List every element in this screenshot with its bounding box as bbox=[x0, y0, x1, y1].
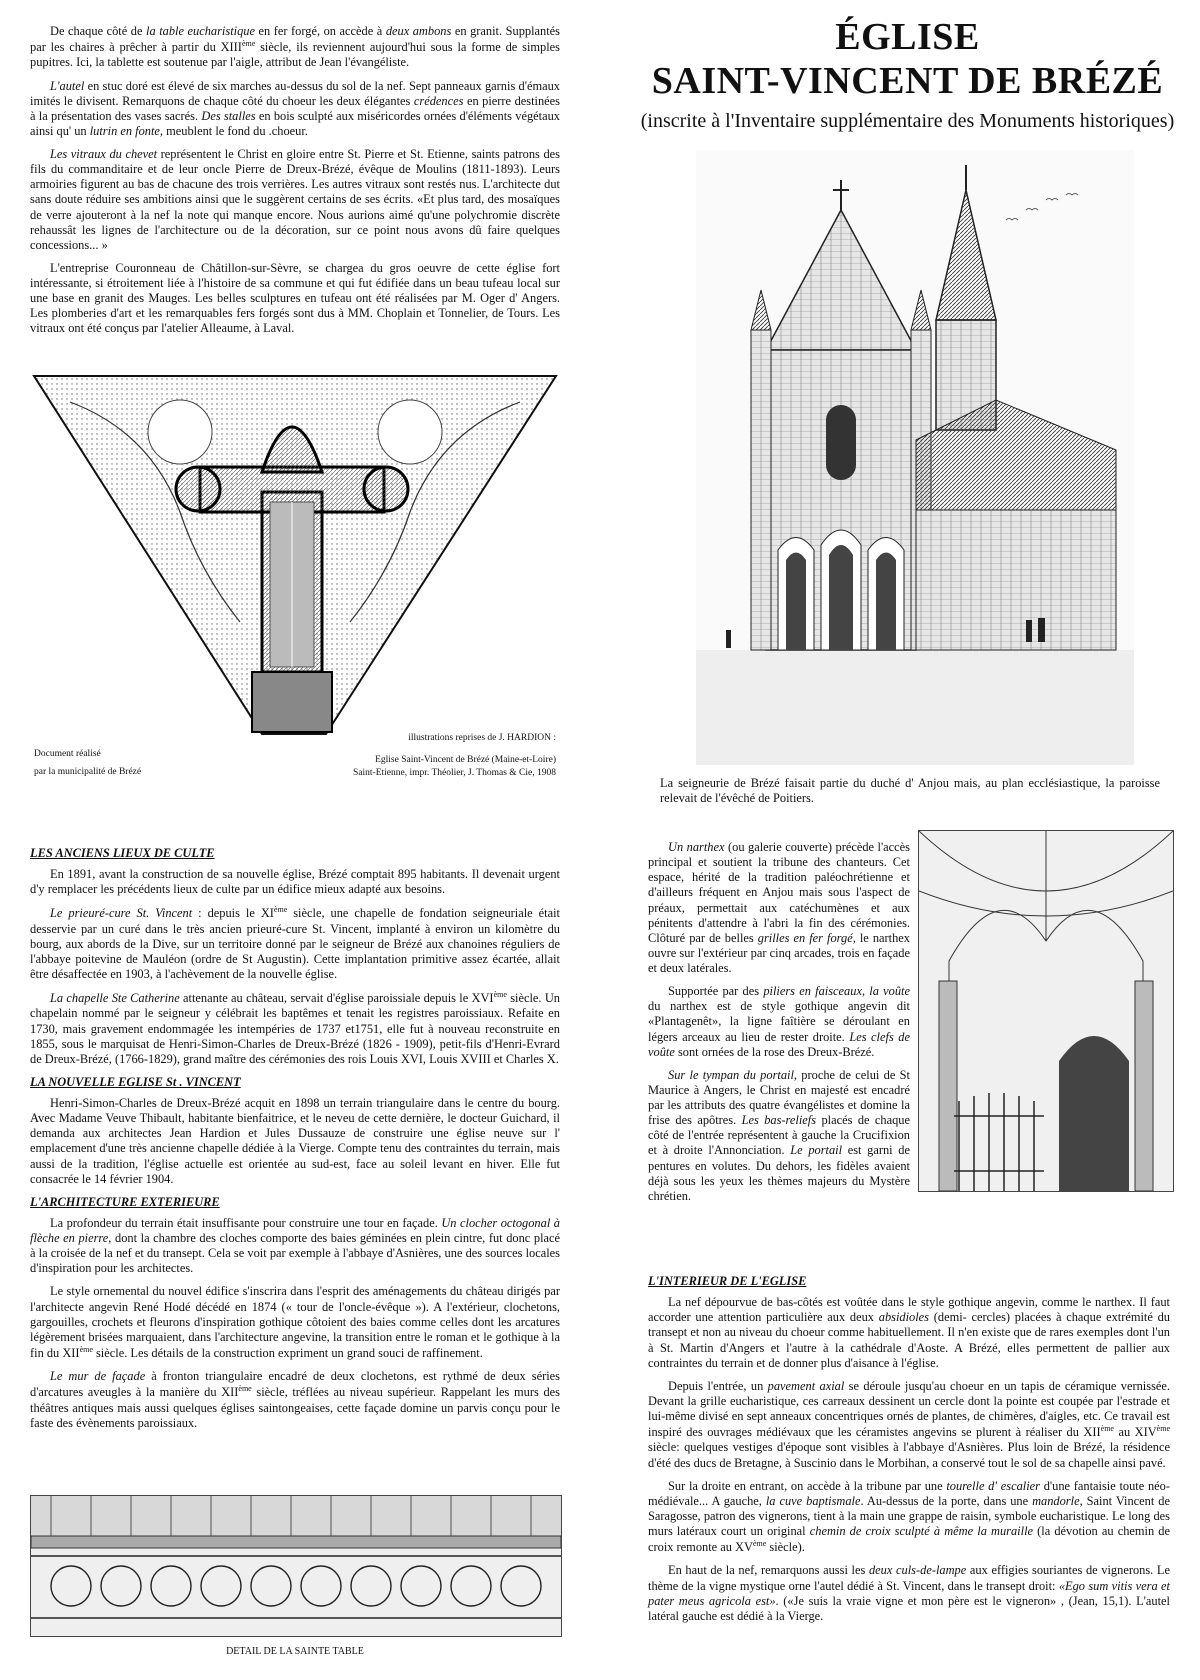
architecture-paragraph-1: La profondeur du terrain était insuffisante pour construire une tour en façade. Un clocher octogonal à flèche en pierre, dont la chambre des cloches comporte des baies géminées en plein cintre, fut donc placé à la croisée de la nef et du transept. Cela se voit par exemple à l'abbaye d'Asnières, une des sources locales d'inspiration pour les architectes. bbox=[30, 1215, 561, 1276]
heading-anciens-lieux: LES ANCIENS LIEUX DE CULTE bbox=[30, 846, 215, 860]
heading-architecture: L'ARCHITECTURE EXTERIEURE bbox=[30, 1194, 220, 1209]
anciens-paragraph-1: En 1891, avant la construction de sa nouvelle église, Brézé comptait 895 habitants. Il devenait urgent d'y remplacer les précédents lieux de culte par un édifice mieux adapté aux besoins. bbox=[30, 867, 560, 897]
interieur-paragraph-2: Depuis l'entrée, un pavement axial se déroule jusqu'au choeur en un tapis de céramique vernissée. Devant la grille eucharistique, ces carreaux dessinent un cercle dont la pointe est coupée par l'estrade et lui-même divisé en sept anneaux concentriques ornés de plantes, de chimères, d'aigles, etc. Ce travail est inspiré des ouvrages médiévaux que les céramistes angevins se plurent à réaliser du XIIème au XIVème siècle: quelques vestiges d'époque sont visibles à l'abbaye d'Asnières. Plus loin de Brézé, la résidence d'été des ducs de Bretagne, à Suscinio dans le Morbihan, a conservé tout le sol de sa chapelle ainsi pavé. bbox=[648, 1378, 1170, 1470]
plan-credit-right: illustrations reprises de J. HARDION : Eglise Saint-Vincent de Brézé (Maine-et-Loire) Saint-Etienne, impr. Théolier, J. Thomas & Cie, 1908 bbox=[353, 733, 556, 778]
intro-text bbox=[30, 24, 560, 345]
nouvelle-paragraph-1: Henri-Simon-Charles de Dreux-Brézé acquit en 1898 un terrain triangulaire dans le centre du bourg. Avec Madame Veuve Thibault, habitante bienfaitrice, et le neveu de cette dernière, le docteur Guichard, il demanda aux architectes Jean Hardion et Jules Dussauze de construire une église neuve sur l' emplacement d'une très ancienne chapelle dédiée à la Vierge. Compte tenu des contraintes du terrain, mais aussi de la tradition, l'église actuelle est orientée au sud-est, face au soleil levant en hiver. Elle fut consacrée le 14 février 1904. bbox=[30, 1096, 560, 1186]
plan-credit-left: Document réalisé par la municipalité de Brézé bbox=[34, 749, 142, 778]
church-engraving bbox=[696, 150, 1134, 765]
narthex-paragraph-2: Supportée par des piliers en faisceaux, la voûte du narthex est de style gothique angevin dit «Plantagenêt», la ligne faîtière se déroulant en légers arceaux au lieu de rester droite. Les clefs de voûte sont ornées de la rose des Dreux-Brézé. bbox=[648, 984, 910, 1059]
architecture-paragraph-2: Le style ornemental du nouvel édifice s'inscrira dans l'esprit des aménagements du château dirigés par l'architecte angevin René Hodé décédé en 1874 (« tour de l'oncle-évêque »). A l'extérieur, clochetons, gargouilles, crochets et fleurons d'inspiration gothique côtoient des baies comme celles dont les arcatures légèrement brisées marquaient, dans l'architecture angevine, la transition entre le roman et le gothique à la fin du XIIème siècle. Les détails de la construction expriment un grand souci de raffinement. bbox=[30, 1284, 560, 1360]
narthex-paragraph-3: Sur le tympan du portail, proche de celui de St Maurice à Angers, le Christ en majesté est encadré par les attributs des quatre évangélistes et domine la frise des apôtres. Les bas-reliefs placés de chaque côté de l'entrée représentent à gauche la Crucifixion et à droite l'Annonciation. Le portail est garni de pentures en volutes. Du dehors, les fidèles avaient déjà sous les yeux les thèmes majeurs du Mystère chrétien. bbox=[648, 1067, 910, 1203]
floor-plan-illustration bbox=[30, 372, 560, 778]
narthex-engraving bbox=[918, 830, 1174, 1192]
anciens-paragraph-3: La chapelle Ste Catherine attenante au château, servait d'église paroissiale depuis le XVIème siècle. Un chapelain nommé par le seigneur y célébrait les baptêmes et tenait les registres paroissiaux. Refaite en 1730, mais gravement endommagée les intempéries de 1737 et1751, elle fut à nouveau reconstruite en 1855, sous le marquisat de Henri-Simon-Charles de Dreux-Brézé (1826 - 1909), petit-fils d'Henri-Evrard de Dreux-Brézé, (1766-1829), grand maître des cérémonies des rois Louis XVI, Louis XVIII et Charles X. bbox=[30, 990, 560, 1066]
sainte-table-illustration bbox=[30, 1495, 562, 1637]
header bbox=[630, 16, 1185, 134]
architecture-paragraph-3: Le mur de façade à fronton triangulaire encadré de deux clochetons, est rythmé de deux séries d'arcatures aveugles à la manière du XIIème siècle, tréflées au niveau supérieur. Rappelant les murs des théâtres antiques mais aussi quelques églises saintongeaises, cette façade domine un parvis conçu pour le faste des évènements paroissiaux. bbox=[30, 1369, 560, 1430]
sainte-table-caption: DETAIL DE LA SAINTE TABLE bbox=[226, 1646, 364, 1657]
interieur-paragraph-3: Sur la droite en entrant, on accède à la tribune par une tourelle d' escalier d'une fantaisie toute néo-médiévale... A gauche, la cuve baptismale. Au-dessus de la porte, dans une mandorle, Saint Vincent de Saragosse, patron des vignerons, tient à la main une grappe de raisin, symbole eucharistique. Le long des murs latéraux court un original chemin de croix sculpté à même la muraille (la dévotion au chemin de croix remonte au XVème siècle). bbox=[648, 1478, 1170, 1555]
interieur-paragraph-4: En haut de la nef, remarquons aussi les deux culs-de-lampe aux effigies souriantes de vignerons. Le thème de la vigne mystique orne l'autel dédié à St. Vincent, dans le transept droit: «Ego sum vitis vera et pater meus agricola est». («Je suis la vraie vigne et mon père est le vigneron» , (Jean, 15,1). L'autel latéral gauche est dédié à la Vierge. bbox=[648, 1563, 1170, 1623]
interieur-paragraph-1: La nef dépourvue de bas-côtés est voûtée dans le style gothique angevin, comme le narthex. Il faut accorder une attention particulière aux deux absidioles (demi- cercles) placées à chaque extrémité du transept et non au niveau du choeur comme habituellement. Il n'en existe que de rares exemples dont l'un à St. Martin d'Angers et l'autre à la cathédrale d'Aoste. A Brézé, elles permettent de pallier aux contraintes du terrain et de donner plus d'aisance à l'église. bbox=[648, 1295, 1170, 1370]
heading-nouvelle-eglise: LA NOUVELLE EGLISE St . VINCENT bbox=[30, 1074, 241, 1089]
intro-paragraph-3: Les vitraux du chevet représentent le Christ en gloire entre St. Pierre et St. Etienne, saints patrons des fils du commanditaire et de leur oncle Pierre de Dreux-Brézé, évêque de Moulins (1811-1893). Leurs armoiries figurent au bas de chacune des trois verrières. Les autres vitraux sont restés nus. L'architecte dut sans doute réduire ses ambitions ainsi que le suggèrent certains de ses écrits. «Et plus tard, des mosaïques de verre ajouteront à la nef la note qui manque encore. Nous aurions aimé qu'une polychromie discrète rehaussât les lignes de l'architecture ou de la décoration, sur ce point nous avons dû faire quelques concessions... » bbox=[30, 147, 560, 252]
heading-interieur: L'INTERIEUR DE L'EGLISE bbox=[648, 1274, 807, 1288]
page-subtitle: (inscrite à l'Inventaire supplémentaire des Monuments historiques) bbox=[640, 110, 1175, 133]
left-column-sections bbox=[30, 840, 560, 1439]
church-caption: La seigneurie de Brézé faisait partie du duché d' Anjou mais, au plan ecclésiastique, la paroisse relevait de l'évêché de Poitiers. bbox=[660, 776, 1160, 806]
intro-paragraph-2: L'autel en stuc doré est élevé de six marches au-dessus du sol de la nef. Sept panneaux garnis d'émaux imités le divisent. Remarquons de chaque côté du choeur les deux élégantes crédences en pierre destinées à la présentation des vases sacrés. Des stalles en bois sculpté aux miséricordes ornées d'éléments végétaux ainsi qu' un lutrin en fonte, meublent le fond du .choeur. bbox=[30, 78, 560, 138]
page-title-line-1: ÉGLISE bbox=[835, 16, 980, 58]
page-title-line-2: SAINT-VINCENT DE BRÉZÉ bbox=[651, 59, 1164, 102]
anciens-paragraph-2: Le prieuré-cure St. Vincent : depuis le XIème siècle, une chapelle de fondation seigneuriale était desservie par un curé dans le très ancien prieuré-cure St. Vincent, implanté à environ un kilomètre du bourg, aux abords de la Dive, sur un territoire donné par le seigneur de Brézé aux chanoines réguliers de l'abbaye poitevine de Mauléon (ordre de St Augustin). Cette implantation primitive assez écartée, allait être désaffectée en 1903, à l'achèvement de la nouvelle église. bbox=[30, 905, 560, 981]
narthex-paragraph-1: Un narthex (ou galerie couverte) précède l'accès principal et soutient la tribune des chanteurs. Cet espace, hérité de la tradition paléochrétienne et d'ailleurs fréquent en Anjou mais sous l'aspect de préaux, permettait aux catéchumènes et aux pénitents d'attendre à l'abri la fin des cérémonies. Clôturé par de belles grilles en fer forgé, le narthex ouvre sur l'extérieur par cinq arcades, trois en façade et deux latérales. bbox=[648, 840, 911, 975]
intro-paragraph-4: L'entreprise Couronneau de Châtillon-sur-Sèvre, se chargea du gros oeuvre de cette église fort intéressante, si étroitement liée à l'histoire de sa commune et qui fut édifiée dans un beau tufeau local sur une base en granit des Mauges. Les belles sculptures en tufeau ont été réalisées par M. Oger d' Angers. Les plomberies d'art et les remarquables fers forgés sont dus à MM. Choplain et Tonnelier, de Tours. Les vitraux ont été conçus par l'atelier Alleaume, à Laval. bbox=[30, 260, 560, 336]
intro-paragraph-1: De chaque côté de la table eucharistique en fer forgé, on accède à deux ambons en granit. Supplantés par les chaires à prêcher à partir du XIIIème siècle, ils reviennent aujourd'hui sous la forme de simples pupitres. Ici, la tablette est soutenue par l'aigle, attribut de Jean l'évangéliste. bbox=[30, 24, 560, 70]
narthex-text bbox=[648, 840, 910, 1212]
interieur-text bbox=[648, 1268, 1170, 1632]
